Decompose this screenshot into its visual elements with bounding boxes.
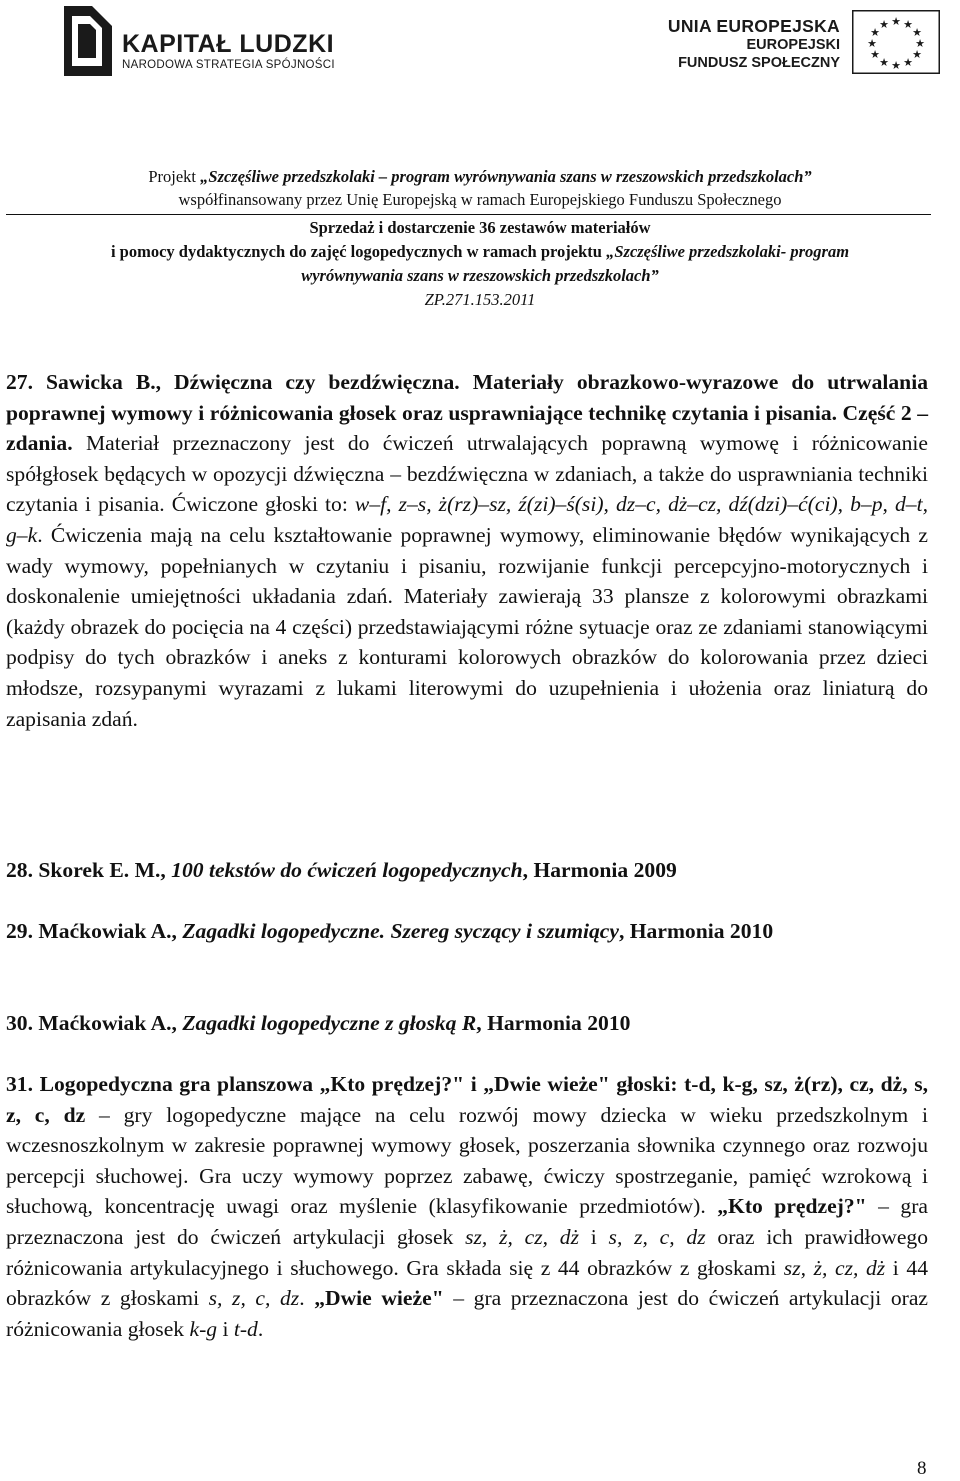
project-prefix: Projekt bbox=[148, 167, 201, 186]
header-divider bbox=[6, 214, 931, 215]
item-28-title: 100 tekstów do ćwiczeń logopedycznych bbox=[171, 858, 523, 882]
item-30-title: Zagadki logopedyczne z głoską R bbox=[182, 1011, 477, 1035]
svg-text:★: ★ bbox=[903, 18, 913, 31]
kapital-ludzki-title: KAPITAŁ LUDZKI bbox=[122, 30, 335, 58]
item-31-t5: i 44 obrazków z głoskami bbox=[6, 1255, 929, 1311]
eu-logo bbox=[640, 10, 940, 76]
svg-text:★: ★ bbox=[891, 59, 901, 72]
svg-text:★: ★ bbox=[912, 48, 922, 61]
item-30-author: 30. Maćkowiak A., bbox=[6, 1011, 183, 1035]
svg-text:★: ★ bbox=[879, 56, 889, 69]
item-31-game2: „Dwie wieże" bbox=[314, 1286, 444, 1311]
reference-number: ZP.271.153.2011 bbox=[424, 290, 536, 309]
item-30-publisher: , Harmonia 2010 bbox=[476, 1011, 631, 1035]
svg-text:★: ★ bbox=[870, 26, 880, 39]
eu-logo-line1: UNIA EUROPEJSKA bbox=[667, 16, 840, 36]
item-31-heading: 31. Logopedyczna gra planszowa „Kto prędzej?" i „Dwie wieże" głoski: t-d, k-g, sz, ż(rz), cz, dż, s, z, c, dz bbox=[6, 1072, 928, 1127]
svg-text:★: ★ bbox=[903, 56, 913, 69]
item-31-t8: i bbox=[217, 1316, 234, 1341]
sale-line: Sprzedaż i dostarczenie 36 zestawów materiałów bbox=[309, 218, 651, 237]
svg-text:★: ★ bbox=[867, 37, 877, 50]
item-31-it4: s, z, c, dz bbox=[208, 1286, 300, 1311]
item-29-author: 29. Maćkowiak A., bbox=[6, 919, 183, 943]
cofinanced-line: współfinansowany przez Unię Europejską w ramach Europejskiego Funduszu Społecznego bbox=[178, 190, 782, 209]
item-28 bbox=[6, 855, 928, 886]
aids-line bbox=[0, 242, 960, 262]
item-28-publisher: , Harmonia 2009 bbox=[522, 858, 677, 882]
item-27-sounds: w–f, z–s, ż(rz)–sz, ź(zi)–ś(si), dz–c, dż–cz, dź(dzi)–ć(ci), b–p, d–t, g–k bbox=[6, 492, 929, 547]
aids-prefix: i pomocy dydaktycznych do zajęć logopedycznych w ramach projektu bbox=[110, 242, 607, 261]
svg-text:★: ★ bbox=[915, 37, 925, 50]
item-29-title: Zagadki logopedyczne. Szereg syczący i szumiący bbox=[182, 919, 619, 943]
item-31-it1: sz, ż, cz, dż bbox=[465, 1224, 579, 1249]
item-31-t7: – gra przeznaczona jest do ćwiczeń artykulacji oraz różnicowania głosek bbox=[6, 1286, 928, 1341]
item-31-game1: „Kto prędzej?" bbox=[717, 1194, 867, 1219]
kapital-ludzki-logo bbox=[62, 6, 442, 82]
item-28-author: 28. Skorek E. M., bbox=[6, 858, 172, 882]
eu-logo-text bbox=[668, 16, 840, 72]
item-31-t1: – gry logopedyczne mające na celu rozwój mowy dziecka w wieku przedszkolnym i wczesnoszkolnym w zakresie poprawnej wymowy głosek, poszerzania słownika czynnego oraz rozwoju percepcji słuchowej. Gra uczy wymowy poprzez zabawę, ćwiczy spostrzeganie, pamięć wzrokową i słuchową, koncentrację uwagi oraz myślenie (klasyfikowanie przedmiotów). bbox=[6, 1102, 928, 1219]
svg-text:★: ★ bbox=[891, 15, 901, 28]
project-title: „Szczęśliwe przedszkolaki – program wyrównywania szans w rzeszowskich przedszkolach” bbox=[200, 167, 812, 186]
item-31-it6: t-d bbox=[233, 1316, 258, 1341]
eu-logo-line2: EUROPEJSKI bbox=[746, 37, 840, 53]
item-30 bbox=[6, 1008, 928, 1039]
item-31-it5: k-g bbox=[189, 1316, 218, 1341]
item-27-heading: 27. Sawicka B., Dźwięczna czy bezdźwięczna. Materiały obrazkowo-wyrazowe do utrwalania poprawnej wymowy i różnicowania głosek oraz usprawniające technikę czytania i pisania. Część 2 – zdania. bbox=[6, 370, 928, 456]
eu-flag-stars-icon bbox=[852, 10, 940, 74]
kapital-ludzki-emblem-icon bbox=[62, 6, 114, 76]
item-31-t3: i bbox=[579, 1224, 609, 1249]
item-31-it2: s, z, c, dz bbox=[608, 1224, 706, 1249]
item-31-t6: . bbox=[299, 1286, 315, 1311]
item-31-t2: – gra przeznaczona jest do ćwiczeń artykulacji głosek bbox=[6, 1194, 928, 1249]
item-31-it3: sz, ż, cz, dż bbox=[783, 1255, 886, 1280]
item-29 bbox=[6, 916, 928, 947]
item-29-publisher: , Harmonia 2010 bbox=[618, 919, 774, 943]
svg-text:★: ★ bbox=[912, 26, 922, 39]
eu-logo-line3: FUNDUSZ SPOŁECZNY bbox=[678, 55, 840, 71]
svg-text:★: ★ bbox=[870, 48, 880, 61]
item-27-text2: . Ćwiczenia mają na celu kształtowanie poprawnej wymowy, eliminowanie błędów wynikających z wady wymowy, popełnianych w czytaniu i pisaniu, rozwijanie funkcji percepcyjno-motorycznych i doskonalenie umiejętności układania zdań. Materiały zawierają 33 plansze z kolorowymi obrazkami (każdy obrazek do pocięcia na 4 części) przedstawiającymi różne sytuacje oraz ze zdaniami stanowiącymi podpisy do tych obrazków i aneks z konturami kolorowych obrazków do kolorowania przez dzieci młodsze, rozsypanymi wyrazami z lukami literowymi do uzupełnienia i ułożenia oraz liniaturą do zapisania zdań. bbox=[6, 522, 928, 731]
page-number: 8 bbox=[917, 1458, 927, 1479]
item-27-text1: Materiał przeznaczony jest do ćwiczeń utrwalających poprawną wymowę i różnicowanie spółgłosek będących w opozycji dźwięczna – bezdźwięczna w zdaniach, a także do usprawniania techniki czytania i pisania. Ćwiczone głoski to: bbox=[6, 431, 928, 517]
item-31-t4: oraz ich prawidłowego różnicowania artykulacyjnego i słuchowego. Gra składa się z 44 obrazków z głoskami bbox=[6, 1224, 929, 1280]
aids-line-3: wyrównywania szans w rzeszowskich przedszkolach” bbox=[301, 266, 659, 285]
item-27 bbox=[6, 367, 928, 734]
svg-text:★: ★ bbox=[879, 18, 889, 31]
item-31-t9: . bbox=[257, 1316, 264, 1341]
kapital-ludzki-subtitle: NARODOWA STRATEGIA SPÓJNOŚCI bbox=[122, 59, 335, 71]
item-31 bbox=[6, 1069, 928, 1344]
aids-italic: „Szczęśliwe przedszkolaki- program bbox=[606, 242, 850, 261]
project-line bbox=[0, 167, 960, 187]
